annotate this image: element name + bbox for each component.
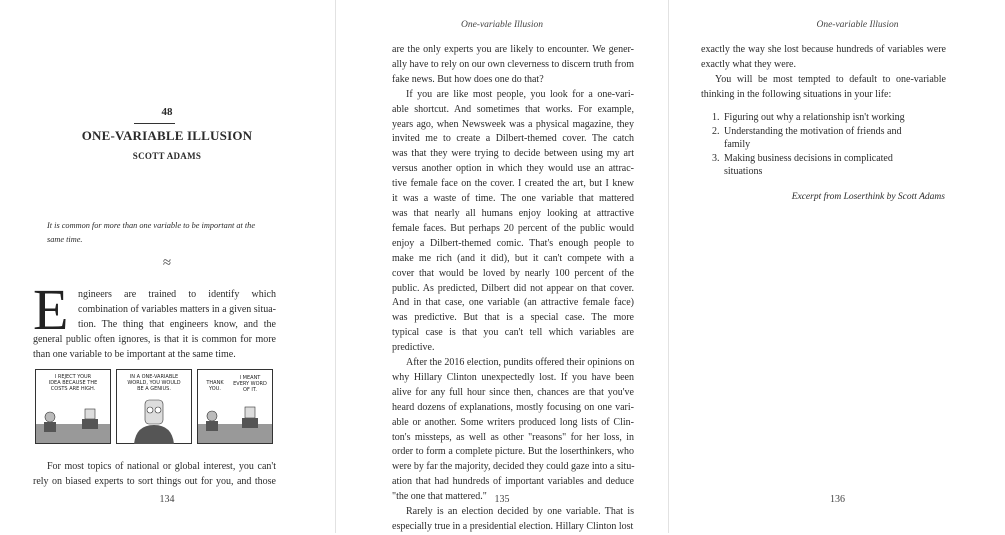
text-line: And in that case, one variable (an attractive female face)	[392, 297, 634, 309]
comic-text: BE A GENIUS.	[137, 386, 171, 392]
intro-paragraph-bottom	[33, 333, 276, 363]
text-line: were by far the majority, decided they could gaze into a situ-	[392, 461, 635, 473]
list-number: 3.	[712, 152, 720, 164]
chapter-author: SCOTT ADAMS	[132, 151, 202, 161]
text-line: than one variable to be important at the same time.	[33, 348, 236, 360]
text-line: enjoy a Dilbert-themed comic. That's enough people to	[392, 237, 634, 249]
page-number: 136	[830, 494, 845, 505]
running-head: One-variable Illusion	[460, 20, 544, 30]
text-line: typical case is that you can't tell which variables are	[392, 327, 634, 339]
list-number: 1.	[712, 112, 720, 123]
comic-text: I REJECT YOUR	[54, 374, 92, 380]
text-line: make me rich (and it did), but it can't compete with a	[392, 252, 634, 264]
text-line: fake news. But how does one do that?	[392, 73, 544, 85]
comic-panel-1	[36, 370, 111, 444]
page-134	[0, 0, 334, 533]
text-line: thinking in the following situations in your life:	[701, 88, 892, 100]
ornament-icon: ≈	[162, 255, 172, 271]
text-line: able shortcut. And sometimes that works. For example,	[392, 103, 634, 115]
text-line: cover that would be loved by nearly 100 percent of the	[392, 267, 634, 279]
dilbert-comic-strip	[35, 369, 273, 445]
text-line: You will be most tempted to default to one-variable	[715, 73, 946, 85]
text-line: If you are like most people, you look for a one-vari-	[406, 88, 634, 100]
text-line: combination of variables matters in a given situa-	[78, 303, 276, 315]
text-line: versus another option in which they would use an attrac-	[392, 163, 634, 175]
comic-text: COSTS ARE HIGH.	[50, 386, 96, 392]
text-line: was that nearly all humans enjoy looking at attractive	[392, 207, 634, 219]
page-number: 134	[159, 494, 175, 505]
text-line: was predictive. But that is a special case. The more	[392, 312, 634, 324]
text-line: was that they were trying to decide between using my art	[392, 148, 634, 160]
text-line: years ago, when Newsweek was a physical magazine, they	[392, 118, 634, 130]
situations-list	[712, 111, 905, 179]
text-line: are the only experts you are likely to encounter. We gener-	[392, 44, 634, 55]
text-line: why Hillary Clinton unexpectedly lost. If you have been	[392, 371, 634, 383]
text-line: heard dozens of explanations, mostly focusing on one vari-	[392, 401, 634, 413]
list-item	[712, 111, 905, 125]
text-line: For most topics of national or global interest, you can't	[47, 461, 276, 472]
text-line: ngineers are trained to identify which	[78, 289, 276, 300]
body-text	[392, 43, 634, 535]
comic-text: OF IT.	[243, 387, 257, 393]
text-line: exactly what they were.	[701, 58, 796, 70]
text-line: "the one that mattered."	[392, 491, 487, 503]
text-line: predictive.	[392, 342, 435, 354]
text-line: especially true in a presidential election. Hillary Clinton lost	[392, 521, 634, 532]
text-line: alive for any full hour since then, chances are that you've	[392, 386, 634, 398]
text-line: Rarely is an election decided by one variable. That is	[406, 506, 634, 518]
comic-text: EVERY WORD	[233, 381, 267, 387]
chapter-number: 48	[161, 106, 173, 118]
page-number: 135	[494, 494, 510, 505]
list-item-text: situations	[724, 166, 763, 178]
drop-cap: E	[33, 277, 69, 342]
intro-paragraph-top	[78, 288, 276, 333]
comic-panel-3	[198, 370, 273, 444]
chapter-rule	[134, 123, 175, 124]
list-number: 2.	[712, 125, 720, 137]
list-item-text: Figuring out why a relationship isn't working	[724, 112, 905, 123]
list-item	[712, 152, 905, 179]
comic-text: I MEANT	[239, 375, 261, 381]
text-line: general public often ignores, is that it is common for more	[33, 333, 276, 345]
comic-panel-2	[117, 370, 192, 445]
closing-paragraph	[33, 460, 276, 490]
text-line: invited me to create a Dilbert-themed cover. The catch	[392, 133, 634, 145]
page-136	[668, 0, 1005, 533]
epigraph-line: It is common for more than one variable to be important at the	[47, 221, 256, 230]
comic-text: IN A ONE-VARIABLE	[129, 374, 179, 380]
text-line: ally have to rely on our own cleverness to discern truth from	[392, 58, 634, 70]
comic-text: THANK	[206, 380, 224, 386]
text-line: exactly the way she lost because hundreds of variables were	[701, 44, 946, 55]
text-line: order to form a complete picture. But the loserthinkers, who	[392, 446, 634, 458]
epigraph-line: same time.	[47, 235, 83, 244]
list-item	[712, 125, 905, 152]
running-head: One-variable Illusion	[816, 20, 899, 30]
text-line: tion. The thing that engineers know, and the	[78, 318, 276, 330]
text-line: ton's missteps, as well as other "reasons" for her loss, in	[392, 431, 634, 443]
epigraph	[47, 219, 277, 247]
comic-text: IDEA BECAUSE THE	[48, 380, 98, 386]
text-line: tive female face on the cover. I created the art, but I knew	[392, 178, 634, 190]
text-line: able or another. Some writers produced long lists of Clin-	[392, 416, 634, 428]
excerpt-credit: Excerpt from Loserthink by Scott Adams	[791, 192, 945, 202]
text-line: female faces. But perhaps 20 percent of the public would	[392, 222, 634, 234]
text-line: rely on biased experts to sort things out for you, and those	[33, 475, 276, 487]
comic-text: WORLD, YOU WOULD	[127, 380, 181, 386]
list-item-text: Making business decisions in complicated	[724, 152, 893, 164]
text-line: public. As predicted, Dilbert did not appear on that cover.	[392, 282, 634, 294]
text-line: it was a waste of time. The one variable that mattered	[392, 193, 634, 205]
list-item-text: family	[724, 139, 751, 151]
chapter-title: ONE-VARIABLE ILLUSION	[81, 128, 253, 143]
text-line: After the 2016 election, pundits offered their opinions on	[406, 357, 635, 369]
text-line: ation that had hundreds of important variables and deduce	[392, 476, 634, 488]
page-135	[335, 0, 668, 533]
comic-text: YOU.	[209, 386, 221, 392]
list-item-text: Understanding the motivation of friends and	[724, 125, 902, 137]
body-text	[701, 43, 946, 103]
